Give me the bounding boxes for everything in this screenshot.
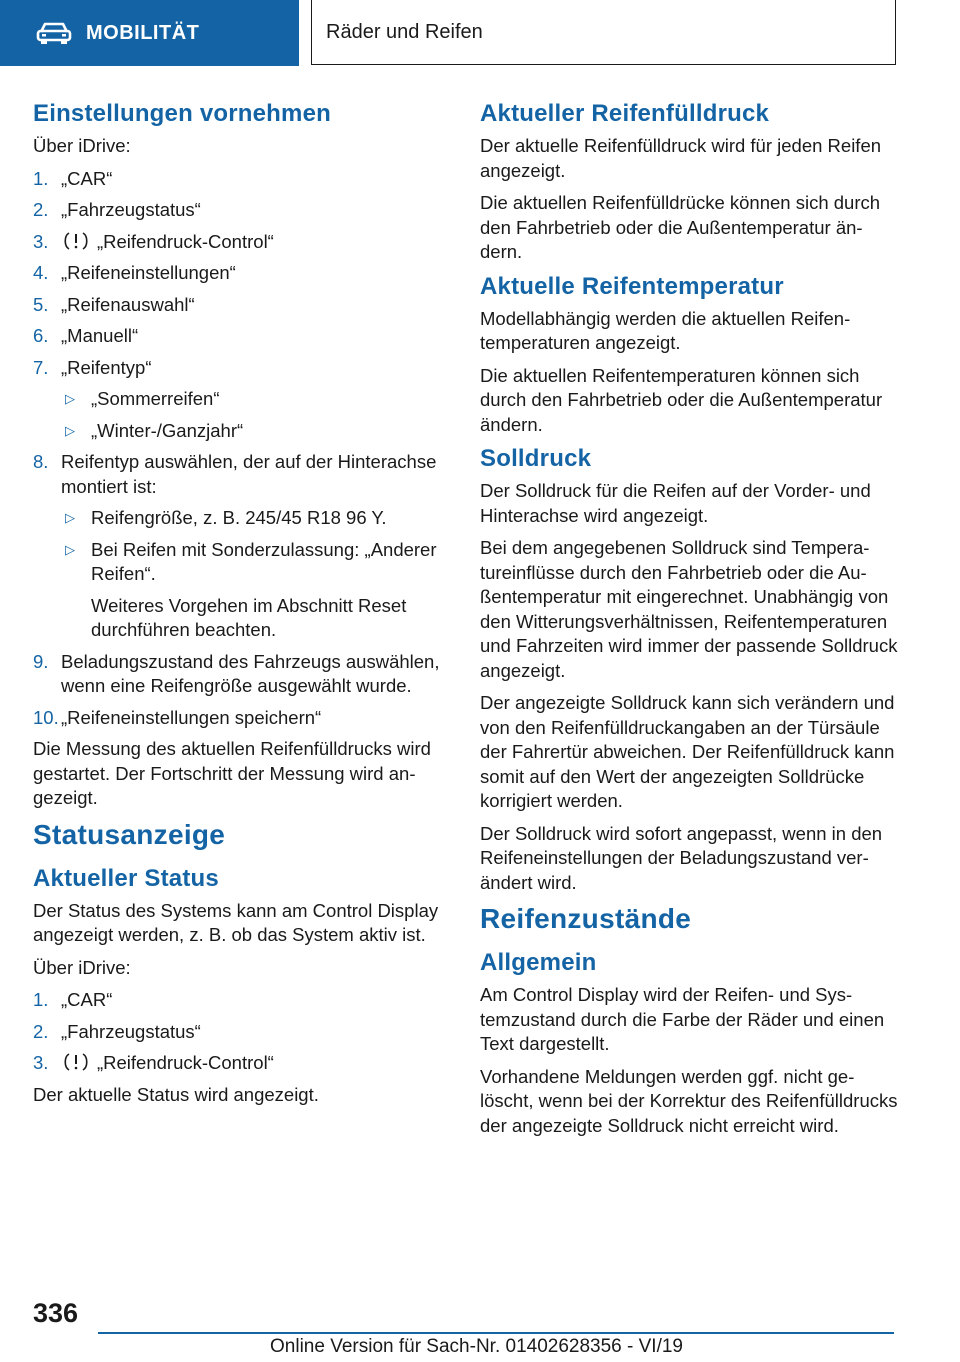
sub-list xyxy=(61,506,448,643)
step-text: „Fahrzeugstatus“ xyxy=(61,1020,201,1042)
list-item xyxy=(33,293,448,318)
chapter-tab xyxy=(0,0,299,66)
sub-list-item xyxy=(61,506,448,531)
triangle-bullet-icon: ▷ xyxy=(65,541,75,557)
step-text: „CAR“ xyxy=(61,167,113,189)
heading-allgemein: Allgemein xyxy=(480,949,597,976)
tire-pressure-icon xyxy=(63,231,89,251)
step-text: „Fahrzeugstatus“ xyxy=(61,199,201,220)
step-text: „Reifeneinstellungen speichern“ xyxy=(61,706,322,728)
paragraph-ueber-idrive: Über iDrive: xyxy=(33,135,131,156)
step-number: 1. xyxy=(33,989,49,1010)
chapter-title: MOBILITÄT xyxy=(86,21,200,44)
list-item xyxy=(33,450,448,643)
steps-list-status xyxy=(33,988,448,1076)
list-item xyxy=(33,988,448,1013)
triangle-bullet-icon: ▷ xyxy=(65,391,75,406)
step-text: „Reifendruck-Control“ xyxy=(97,1052,274,1073)
paragraph-temperatur-2: Die aktuellen Reifentemperaturen können sich durch den Fahrbetrieb oder die Außentemperatur ändern. xyxy=(480,364,883,435)
step-text: Reifentyp auswählen, der auf der Hinterachse montiert ist: xyxy=(61,451,437,497)
sub-item-text: Bei Reifen mit Sonderzulassung: „Anderer Reifen“. xyxy=(91,538,437,584)
step-number: 2. xyxy=(33,1020,49,1042)
paragraph-allgemein-2: Vorhandene Meldungen werden ggf. nicht gelöscht, wenn bei der Korrektur des Reifenfülldrucks der angezeigte Solldruck nicht erreicht wird. xyxy=(480,1065,898,1136)
heading-reifentemperatur: Aktuelle Reifentemperatur xyxy=(480,272,784,300)
step-number: 4. xyxy=(33,262,49,283)
list-item xyxy=(33,1051,448,1076)
list-item xyxy=(33,650,448,699)
section-title: Räder und Reifen xyxy=(326,20,483,43)
step-number: 9. xyxy=(33,650,49,672)
list-item xyxy=(33,198,448,223)
step-number: 3. xyxy=(33,230,49,252)
heading-reifenzustaende: Reifenzustände xyxy=(480,903,692,934)
sub-item-note: Weiteres Vorgehen im Abschnitt Reset durchführen beachten. xyxy=(91,594,407,640)
step-text: Beladungszustand des Fahrzeugs auswählen, wenn eine Reifengröße ausgewählt wurde. xyxy=(61,650,440,696)
paragraph-temperatur-1: Modellabhängig werden die aktuellen Reifentemperaturen angezeigt. xyxy=(480,307,851,353)
step-number: 7. xyxy=(33,356,49,378)
list-item xyxy=(33,706,448,731)
paragraph-fuelldruck-1: Der aktuelle Reifenfülldruck wird für jeden Reifen angezeigt. xyxy=(480,135,882,181)
step-number: 8. xyxy=(33,451,49,472)
step-text: „CAR“ xyxy=(61,989,113,1010)
step-number: 1. xyxy=(33,167,49,189)
sub-list-item xyxy=(61,419,448,444)
footer-divider xyxy=(98,1332,894,1334)
list-item xyxy=(33,167,448,192)
sub-item-text: „Sommerreifen“ xyxy=(91,388,220,409)
step-text: „Reifentyp“ xyxy=(61,356,152,378)
sub-item-text: Reifengröße, z. B. 245/45 R18 96 Y. xyxy=(91,507,387,528)
step-text: „Manuell“ xyxy=(61,325,139,346)
list-item xyxy=(33,230,448,255)
page-number: 336 xyxy=(33,1298,79,1328)
paragraph-ueber-idrive-2: Über iDrive: xyxy=(33,956,131,978)
paragraph-solldruck-3: Der angezeigte Solldruck kann sich verändern und von den Reifenfülldruckangaben an der Türsäule der Fahrertür abweichen. Der Reifenfülldruck kann somit auf den Wert der angezeigten Solldrücke korrigiert werden. xyxy=(480,692,895,811)
page-header xyxy=(0,0,960,66)
sub-list xyxy=(61,387,448,443)
paragraph-status-end: Der aktuelle Status wird angezeigt. xyxy=(33,1083,319,1105)
heading-aktueller-fuelldruck: Aktueller Reifenfülldruck xyxy=(480,100,770,127)
paragraph-solldruck-2: Bei dem angegebenen Solldruck sind Temperatureinflüsse durch den Fahrbetrieb oder die Außentemperatur mit eingerechnet. Unabhängig von den Witterungsverhältnissen, Reifentemperaturen und Fahrzeiten wird immer der passende Solldruck angezeigt. xyxy=(480,537,898,681)
left-column xyxy=(33,100,448,1115)
list-item xyxy=(33,1020,448,1045)
triangle-bullet-icon: ▷ xyxy=(65,422,75,438)
sub-list-item xyxy=(61,387,448,412)
step-number: 6. xyxy=(33,325,49,346)
section-tab xyxy=(311,0,896,65)
online-version-text: Online Version für Sach-Nr. 01402628356 - VI/19 xyxy=(270,1336,683,1357)
step-text: „Reifeneinstellungen“ xyxy=(61,262,236,283)
list-item xyxy=(33,324,448,349)
steps-list-einstellungen xyxy=(33,167,448,731)
step-text: „Reifendruck-Control“ xyxy=(97,230,274,252)
heading-solldruck: Solldruck xyxy=(480,445,592,472)
sub-list-item xyxy=(61,538,448,643)
sub-item-text: „Winter-/Ganzjahr“ xyxy=(91,419,244,441)
step-number: 10. xyxy=(33,706,59,728)
step-number: 3. xyxy=(33,1052,49,1073)
triangle-bullet-icon: ▷ xyxy=(65,510,75,525)
right-column xyxy=(480,100,898,1146)
list-item xyxy=(33,356,448,444)
paragraph-fuelldruck-2: Die aktuellen Reifenfülldrücke können sich durch den Fahrbetrieb oder die Außentemperatur ändern. xyxy=(480,192,881,262)
paragraph-status: Der Status des Systems kann am Control Display angezeigt werden, z. B. ob das System aktiv ist. xyxy=(33,899,439,945)
paragraph-solldruck-1: Der Solldruck für die Reifen auf der Vorder- und Hinterachse wird angezeigt. xyxy=(480,480,871,526)
car-icon xyxy=(36,21,72,45)
step-number: 5. xyxy=(33,293,49,315)
paragraph-solldruck-4: Der Solldruck wird sofort angepasst, wenn in den Reifeneinstellungen der Beladungszustand verändert wird. xyxy=(480,822,883,893)
paragraph-messung: Die Messung des aktuellen Reifenfülldrucks wird gestartet. Der Fortschritt der Messung wird angezeigt. xyxy=(33,738,431,808)
heading-statusanzeige: Statusanzeige xyxy=(33,818,226,850)
heading-aktueller-status: Aktueller Status xyxy=(33,864,219,892)
paragraph-allgemein-1: Am Control Display wird der Reifen- und Systemzustand durch die Farbe der Räder und einen Text dargestellt. xyxy=(480,984,885,1054)
step-text: „Reifenauswahl“ xyxy=(61,293,195,315)
list-item xyxy=(33,261,448,286)
tire-pressure-icon xyxy=(63,1052,89,1072)
heading-einstellungen: Einstellungen vornehmen xyxy=(33,100,331,127)
page-footer xyxy=(0,1296,960,1362)
step-number: 2. xyxy=(33,199,49,220)
